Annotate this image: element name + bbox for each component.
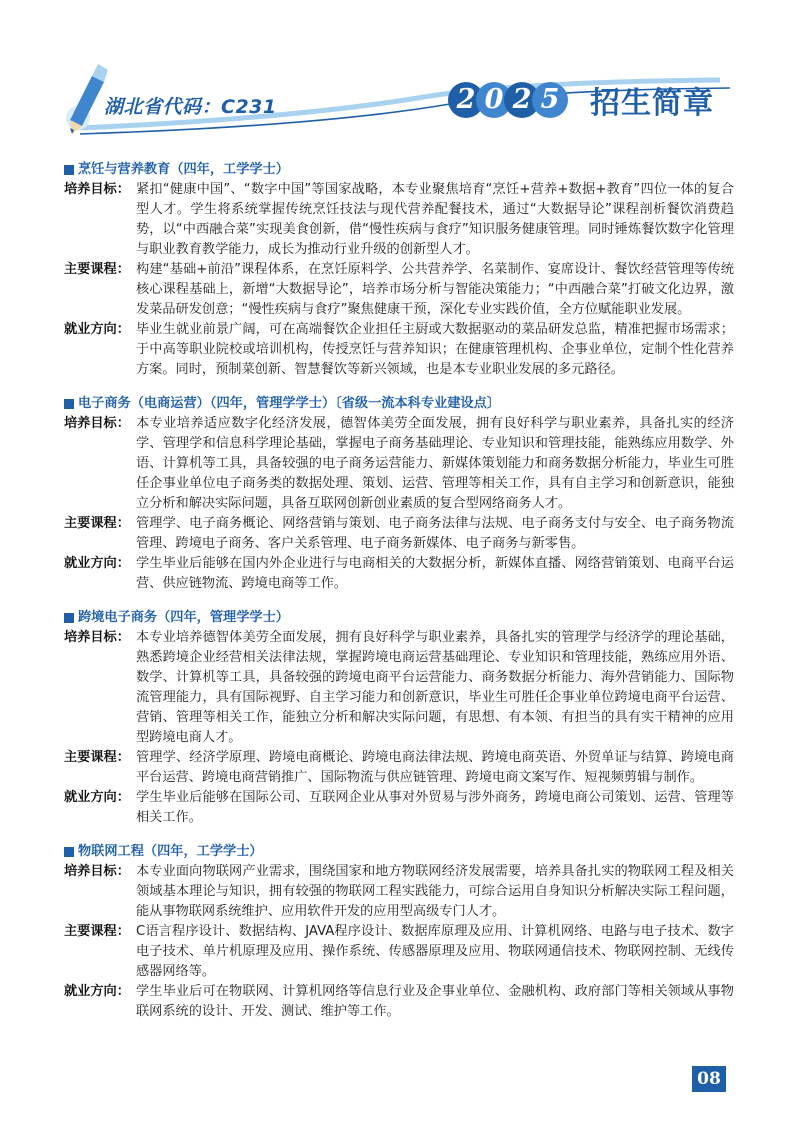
row-label: 就业方向： — [64, 556, 130, 571]
province-code-label: 湖北省代码：C231 — [104, 96, 277, 118]
row-label: 培养目标： — [64, 630, 130, 645]
row-text: 毕业生就业前景广阔，可在高端餐饮企业担任主厨或大数据驱动的菜品研发总监，精准把握市场需求；于中高等职业院校或培训机构，传授烹饪与营养知识；在健康管理机构、企事业单位，定制个性化营养方案。同时，预制菜创新、智慧餐饮等新兴领域，也是本专业职业发展的多元路径。 — [136, 322, 734, 377]
row-text: 学生毕业后能够在国际公司、互联网企业从事对外贸易与涉外商务，跨境电商公司策划、运营、管理等相关工作。 — [136, 790, 734, 825]
info-row — [64, 554, 734, 594]
page-header — [0, 0, 800, 150]
row-text: 学生毕业后可在物联网、计算机网络等信息行业及企事业单位、金融机构、政府部门等相关领域从事物联网系统的设计、开发、测试、维护等工作。 — [136, 984, 734, 1019]
year-digit: 0 — [484, 84, 504, 115]
row-label: 主要课程： — [64, 924, 130, 939]
row-label: 培养目标： — [64, 182, 130, 197]
info-row — [64, 514, 734, 554]
major-section — [64, 394, 734, 594]
info-row — [64, 922, 734, 982]
page-title: 招生简章 — [590, 86, 714, 121]
row-text: 管理学、电子商务概论、网络营销与策划、电子商务法律与法规、电子商务支付与安全、电子商务物流管理、跨境电子商务、客户关系管理、电子商务新媒体、电子商务与新零售。 — [136, 516, 734, 551]
row-text: 管理学、经济学原理、跨境电商概论、跨境电商法律法规、跨境电商英语、外贸单证与结算、跨境电商平台运营、跨境电商营销推广、国际物流与供应链管理、跨境电商文案写作、短视频剪辑与制作。 — [136, 750, 734, 785]
header-graphics — [0, 0, 800, 150]
row-text: 本专业培养德智体美劳全面发展，拥有良好科学与职业素养，具备扎实的管理学与经济学的理论基础，熟悉跨境企业经营相关法律法规，掌握跨境电商运营基础理论、专业知识和管理技能，熟练应用外语、数学、计算机等工具，具备较强的跨境电商平台运营能力、商务数据分析能力、海外营销能力、国际物流管理能力，具有国际视野、自主学习能力和创新意识，毕业生可胜任企事业单位跨境电商平台运营、营销、管理等相关工作，能独立分析和解决实际问题，有思想、有本领、有担当的具有实干精神的应用型跨境电商人才。 — [136, 630, 734, 745]
row-text: 本专业面向物联网产业需求，围绕国家和地方物联网经济发展需要，培养具备扎实的物联网工程及相关领域基本理论与知识，拥有较强的物联网工程实践能力，可综合运用自身知识分析解决实际工程问题，能从事物联网系统维护、应用软件开发的应用型高级专门人才。 — [136, 864, 734, 919]
section-title: 跨境电子商务（四年，管理学学士） — [64, 608, 734, 628]
major-section — [64, 842, 734, 1022]
main-content — [64, 160, 734, 1036]
square-bullet-icon — [64, 399, 74, 409]
major-section — [64, 608, 734, 828]
info-row — [64, 788, 734, 828]
info-row — [64, 628, 734, 748]
info-row — [64, 982, 734, 1022]
year-digit: 2 — [456, 84, 476, 115]
row-label: 主要课程： — [64, 262, 130, 277]
row-text: 学生毕业后能够在国内外企业进行与电商相关的大数据分析，新媒体直播、网络营销策划、电商平台运营、供应链物流、跨境电商等工作。 — [136, 556, 734, 591]
info-row — [64, 862, 734, 922]
info-row — [64, 180, 734, 260]
row-label: 培养目标： — [64, 864, 130, 879]
year-digit: 5 — [540, 84, 560, 115]
info-row — [64, 414, 734, 514]
square-bullet-icon — [64, 613, 74, 623]
section-title: 物联网工程（四年，工学学士） — [64, 842, 734, 862]
row-text: 本专业培养适应数字化经济发展，德智体美劳全面发展，拥有良好科学与职业素养，具备扎实的经济学、管理学和信息科学理论基础，掌握电子商务基础理论、专业知识和管理技能，能熟练应用数学、外语、计算机等工具，具备较强的电子商务运营能力、新媒体策划能力和商务数据分析能力，毕业生可胜任企事业单位电子商务类的数据处理、策划、运营、管理等相关工作，具有自主学习和创新意识，能独立分析和解决实际问题，具备互联网创新创业素质的复合型网络商务人才。 — [136, 416, 734, 511]
row-text: 构建“基础+前沿”课程体系，在烹饪原料学、公共营养学、名菜制作、宴席设计、餐饮经营管理等传统核心课程基础上，新增“大数据导论”，培养市场分析与智能决策能力；“中西融合菜”打破文化边界，激发菜品研发创意；“慢性疾病与食疗”聚焦健康干预，深化专业实践价值，全方位赋能职业发展。 — [136, 262, 734, 317]
row-label: 就业方向： — [64, 790, 130, 805]
info-row — [64, 748, 734, 788]
section-title: 电子商务（电商运营）（四年，管理学学士）〔省级一流本科专业建设点〕 — [64, 394, 734, 414]
row-text: C语言程序设计、数据结构、JAVA程序设计、数据库原理及应用、计算机网络、电路与电子技术、数字电子技术、单片机原理及应用、操作系统、传感器原理及应用、物联网通信技术、物联网控制、无线传感器网络等。 — [136, 924, 734, 979]
row-label: 就业方向： — [64, 322, 130, 337]
row-label: 主要课程： — [64, 750, 130, 765]
page-number: 08 — [692, 1066, 726, 1092]
info-row — [64, 320, 734, 380]
row-text: 紧扣“健康中国”、“数字中国”等国家战略，本专业聚焦培育“烹饪+营养+数据+教育”四位一体的复合型人才。学生将系统掌握传统烹饪技法与现代营养配餐技术，通过“大数据导论”课程剖析餐饮消费趋势，以“中西融合菜”实现美食创新，借“慢性疾病与食疗”知识服务健康管理。同时锤炼餐饮数字化管理与职业教育教学能力，成长为推动行业升级的创新型人才。 — [136, 182, 734, 257]
row-label: 主要课程： — [64, 516, 130, 531]
year-digit: 2 — [512, 84, 532, 115]
pencil-icon — [66, 64, 108, 134]
section-title: 烹饪与营养教育（四年，工学学士） — [64, 160, 734, 180]
major-section — [64, 160, 734, 380]
row-label: 就业方向： — [64, 984, 130, 999]
square-bullet-icon — [64, 165, 74, 175]
square-bullet-icon — [64, 847, 74, 857]
row-label: 培养目标： — [64, 416, 130, 431]
info-row — [64, 260, 734, 320]
